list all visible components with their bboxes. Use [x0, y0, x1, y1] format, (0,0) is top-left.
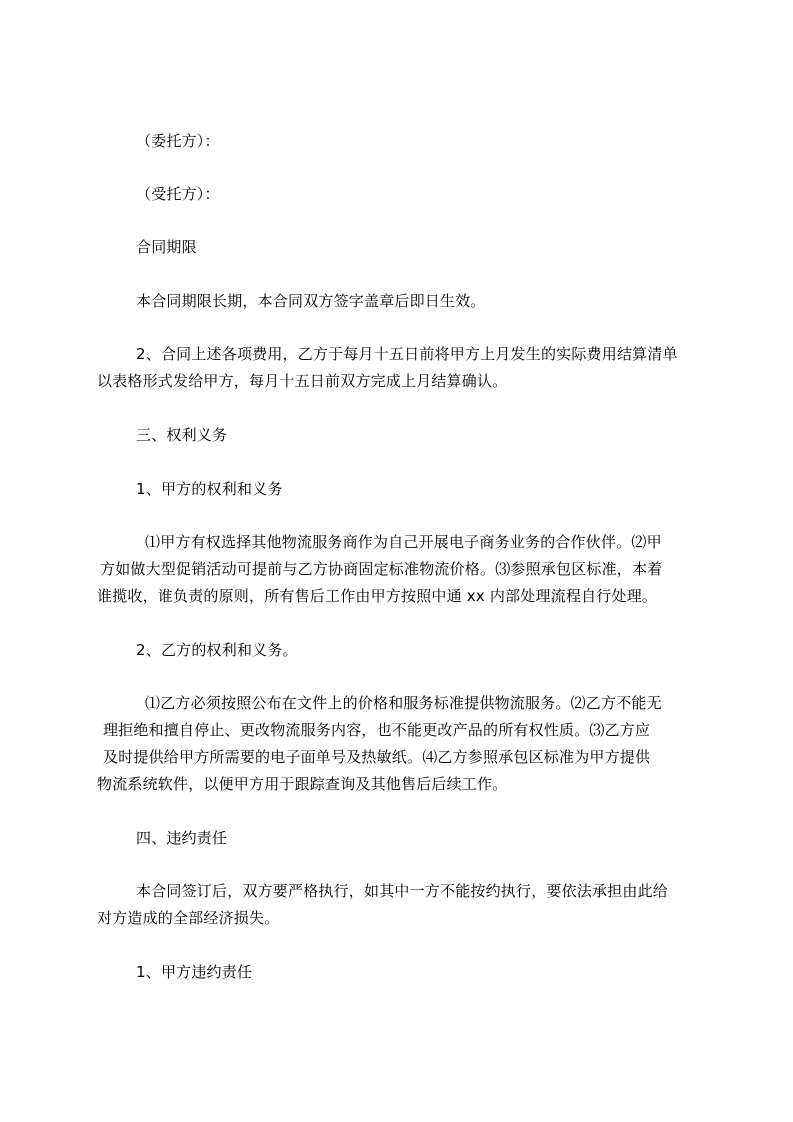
paragraph-line: 对方造成的全部经济损失。	[97, 909, 280, 927]
party-a-label: （委托方）：	[136, 132, 220, 150]
paragraph-line: 2、合同上述各项费用，乙方于每月十五日前将甲方上月发生的实际费用结算清单	[136, 345, 678, 363]
paragraph-line: 理拒绝和擅自停止、更改物流服务内容，也不能更改产品的所有权性质。⑶乙方应	[103, 721, 651, 739]
paragraph-line: ⑴甲方有权选择其他物流服务商作为自己开展电子商务业务的合作伙伴。⑵甲	[145, 533, 662, 551]
paragraph-line: 本合同期限长期，本合同双方签字盖章后即日生效。	[136, 292, 486, 310]
section-heading-contract-term: 合同期限	[136, 238, 197, 256]
subheading-party-a-breach: 1、甲方违约责任	[136, 963, 253, 981]
paragraph-line: 谁揽收，谁负责的原则，所有售后工作由甲方按照中通 xx 内部处理流程自行处理。	[97, 587, 658, 605]
subheading-party-a-rights: 1、甲方的权利和义务	[136, 480, 283, 498]
paragraph-line: 及时提供给甲方所需要的电子面单号及热敏纸。⑷乙方参照承包区标准为甲方提供	[103, 748, 651, 766]
paragraph-line: 方如做大型促销活动可提前与乙方协商固定标准物流价格。⑶参照承包区标准，本着	[100, 560, 663, 578]
paragraph-line: 本合同签订后，双方要严格执行，如其中一方不能按约执行，要依法承担由此给	[136, 882, 669, 900]
section-heading-rights-obligations: 三、权利义务	[136, 426, 228, 444]
paragraph-line: ⑴乙方必须按照公布在文件上的价格和服务标准提供物流服务。⑵乙方不能无	[145, 694, 662, 712]
subheading-party-b-rights: 2、乙方的权利和义务。	[136, 641, 298, 659]
paragraph-line: 物流系统软件，以便甲方用于跟踪查询及其他售后后续工作。	[97, 775, 508, 793]
section-heading-breach-liability: 四、违约责任	[136, 829, 228, 847]
party-b-label: （受托方）：	[136, 185, 220, 203]
paragraph-line: 以表格形式发给甲方，每月十五日前双方完成上月结算确认。	[97, 372, 508, 390]
